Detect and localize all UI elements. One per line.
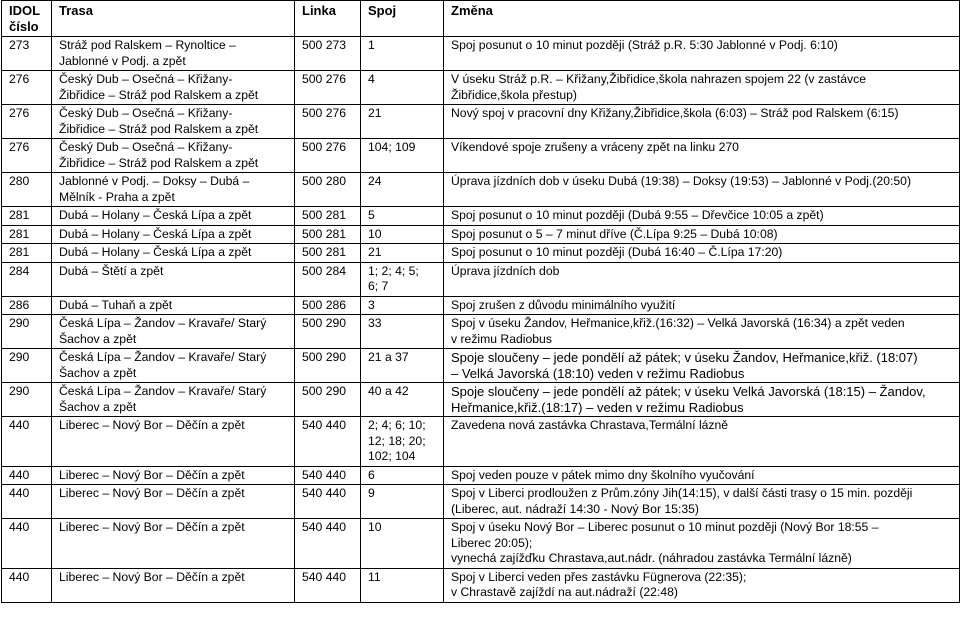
spoj-text: 4 [368, 72, 375, 86]
idol-text: 273 [9, 38, 30, 52]
cell-trasa [52, 315, 295, 349]
linka-text: 500 281 [302, 208, 347, 222]
cell-trasa [52, 71, 295, 105]
idol-text: 440 [9, 486, 30, 500]
linka-text: 500 290 [302, 316, 347, 330]
trasa-text: Česká Lípa – Žandov – Kravaře/ Starý Šachov a zpět [59, 384, 267, 414]
cell-spoj [361, 519, 444, 569]
cell-trasa [52, 244, 295, 263]
linka-text: 500 290 [302, 350, 347, 364]
trasa-text: Český Dub – Osečná – Křižany- Žibřidice – Stráž pod Ralskem a zpět [59, 72, 259, 102]
cell-zmena [444, 383, 960, 417]
trasa-text: Dubá – Štětí a zpět [59, 263, 164, 278]
spoj-text: 1 [368, 38, 375, 52]
cell-linka [295, 139, 361, 173]
spoj-text: 40 a 42 [368, 384, 409, 398]
cell-linka [295, 568, 361, 602]
cell-spoj [361, 315, 444, 349]
linka-text: 500 284 [302, 263, 347, 278]
cell-trasa [52, 173, 295, 207]
cell-spoj [361, 466, 444, 485]
trasa-text: Liberec – Nový Bor – Děčín a zpět [59, 418, 245, 432]
cell-zmena [444, 105, 960, 139]
table-row [2, 173, 960, 207]
cell-trasa [52, 383, 295, 417]
cell-spoj [361, 417, 444, 467]
cell-spoj [361, 568, 444, 602]
cell-trasa [52, 296, 295, 315]
table-row [2, 139, 960, 173]
cell-trasa [52, 568, 295, 602]
cell-trasa [52, 105, 295, 139]
idol-text: 290 [9, 350, 30, 364]
linka-text: 500 273 [302, 38, 347, 52]
spoj-text: 21 [368, 245, 382, 259]
trasa-text: Dubá – Holany – Česká Lípa a zpět [59, 208, 252, 222]
changes-table [1, 0, 960, 603]
trasa-text: Česká Lípa – Žandov – Kravaře/ Starý Šachov a zpět [59, 350, 267, 380]
table-row [2, 485, 960, 519]
spoj-text: 5 [368, 208, 375, 222]
cell-zmena [444, 173, 960, 207]
idol-text: 280 [9, 174, 30, 188]
table-row [2, 296, 960, 315]
cell-spoj [361, 225, 444, 244]
spoj-text: 24 [368, 174, 382, 188]
cell-spoj [361, 139, 444, 173]
cell-trasa [52, 37, 295, 71]
cell-trasa [52, 417, 295, 467]
cell-spoj [361, 71, 444, 105]
linka-text: 500 281 [302, 226, 347, 241]
cell-zmena [444, 485, 960, 519]
cell-linka [295, 105, 361, 139]
cell-spoj [361, 296, 444, 315]
col-header-linka: Linka [295, 1, 361, 37]
spoj-text: 33 [368, 316, 382, 330]
linka-text: 540 440 [302, 467, 347, 482]
trasa-text: Dubá – Holany – Česká Lípa a zpět [59, 245, 252, 259]
trasa-text: Dubá – Tuhaň a zpět [59, 297, 173, 312]
cell-zmena [444, 262, 960, 296]
zmena-text: Úprava jízdních dob [451, 263, 560, 278]
spoj-text: 1; 2; 4; 5; 6; 7 [368, 263, 419, 293]
trasa-text: Liberec – Nový Bor – Děčín a zpět [59, 520, 245, 534]
zmena-text: Nový spoj v pracovní dny Křižany,Žibřidice,škola (6:03) – Stráž pod Ralskem (6:15) [451, 106, 899, 120]
trasa-text: Dubá – Holany – Česká Lípa a zpět [59, 226, 252, 241]
table-row [2, 568, 960, 602]
spoj-text: 10 [368, 226, 382, 241]
cell-spoj [361, 244, 444, 263]
spoj-text: 6 [368, 467, 375, 482]
header-row [2, 1, 960, 37]
zmena-text: Víkendové spoje zrušeny a vráceny zpět na linku 270 [451, 140, 739, 154]
col-header-trasa: Trasa [52, 1, 295, 37]
cell-spoj [361, 105, 444, 139]
zmena-text: Spoj v Liberci veden přes zastávku Fügnerova (22:35); v Chrastavě zajíždí na aut.nádraží (22:48) [451, 569, 747, 599]
linka-text: 540 440 [302, 418, 347, 432]
cell-idol [2, 296, 52, 315]
cell-trasa [52, 262, 295, 296]
col-header-zmena: Změna [444, 1, 960, 37]
cell-trasa [52, 466, 295, 485]
cell-zmena [444, 466, 960, 485]
cell-idol [2, 37, 52, 71]
idol-text: 440 [9, 418, 30, 432]
linka-text: 500 286 [302, 297, 347, 312]
cell-idol [2, 383, 52, 417]
spoj-text: 3 [368, 297, 375, 312]
cell-trasa [52, 485, 295, 519]
trasa-text: Jablonné v Podj. – Doksy – Dubá – Mělník - Praha a zpět [59, 174, 250, 204]
cell-idol [2, 519, 52, 569]
idol-text: 281 [9, 245, 30, 259]
cell-linka [295, 37, 361, 71]
zmena-text: Spoje sloučeny – jede pondělí až pátek; v úseku Velká Javorská (18:15) – Žandov, Heřmanice,křiž.(18:17) – veden v režimu Radiobus [451, 384, 926, 415]
linka-text: 500 276 [302, 140, 347, 154]
cell-trasa [52, 207, 295, 226]
trasa-text: Česká Lípa – Žandov – Kravaře/ Starý Šachov a zpět [59, 316, 267, 346]
table-row [2, 466, 960, 485]
idol-text: 440 [9, 569, 30, 584]
idol-text: 284 [9, 263, 30, 278]
cell-idol [2, 485, 52, 519]
cell-idol [2, 315, 52, 349]
linka-text: 540 440 [302, 486, 347, 500]
cell-idol [2, 244, 52, 263]
cell-spoj [361, 485, 444, 519]
linka-text: 500 281 [302, 245, 347, 259]
idol-text: 281 [9, 226, 30, 241]
linka-text: 500 290 [302, 384, 347, 398]
cell-linka [295, 244, 361, 263]
cell-zmena [444, 315, 960, 349]
idol-text: 290 [9, 316, 30, 330]
col-header-idol: IDOL číslo [2, 1, 52, 37]
cell-idol [2, 417, 52, 467]
zmena-text: Spoj v úseku Nový Bor – Liberec posunut o 10 minut později (Nový Bor 18:55 – Liberec 20:05); vynechá zajížďku Chrastava,aut.nádr. (náhradou zastávka Termální lázně) [451, 520, 879, 565]
table-row [2, 383, 960, 417]
spoj-text: 21 [368, 106, 382, 120]
cell-linka [295, 262, 361, 296]
cell-idol [2, 71, 52, 105]
trasa-text: Liberec – Nový Bor – Děčín a zpět [59, 569, 245, 584]
zmena-text: Spoj posunut o 10 minut později (Stráž p.R. 5:30 Jablonné v Podj. 6:10) [451, 38, 838, 52]
cell-trasa [52, 349, 295, 383]
trasa-text: Liberec – Nový Bor – Děčín a zpět [59, 486, 245, 500]
cell-spoj [361, 349, 444, 383]
idol-text: 286 [9, 297, 30, 312]
cell-trasa [52, 519, 295, 569]
cell-linka [295, 71, 361, 105]
cell-linka [295, 466, 361, 485]
cell-zmena [444, 225, 960, 244]
linka-text: 540 440 [302, 520, 347, 534]
zmena-text: Spoj posunut o 10 minut později (Dubá 9:55 – Dřevčice 10:05 a zpět) [451, 208, 824, 222]
linka-text: 500 280 [302, 174, 347, 188]
table-row [2, 71, 960, 105]
idol-text: 440 [9, 467, 30, 482]
trasa-text: Stráž pod Ralskem – Rynoltice – Jablonné v Podj. a zpět [59, 38, 236, 68]
zmena-text: Spoj v Liberci prodloužen z Prům.zóny Jih(14:15), v další části trasy o 15 min. později (Liberec, aut. nádraží 14:30 - Nový Bor 15:35) [451, 486, 913, 516]
trasa-text: Český Dub – Osečná – Křižany- Žibřidice – Stráž pod Ralskem a zpět [59, 106, 259, 136]
idol-text: 276 [9, 106, 30, 120]
cell-idol [2, 173, 52, 207]
table-row [2, 519, 960, 569]
zmena-text: Úprava jízdních dob v úseku Dubá (19:38) – Doksy (19:53) – Jablonné v Podj.(20:50) [451, 174, 912, 188]
table-row [2, 244, 960, 263]
cell-zmena [444, 37, 960, 71]
cell-zmena [444, 244, 960, 263]
cell-idol [2, 262, 52, 296]
idol-text: 276 [9, 72, 30, 86]
cell-idol [2, 466, 52, 485]
spoj-text: 104; 109 [368, 140, 416, 154]
table-row [2, 105, 960, 139]
linka-text: 500 276 [302, 106, 347, 120]
cell-linka [295, 207, 361, 226]
trasa-text: Český Dub – Osečná – Křižany- Žibřidice – Stráž pod Ralskem a zpět [59, 140, 259, 170]
cell-idol [2, 225, 52, 244]
cell-zmena [444, 71, 960, 105]
cell-linka [295, 417, 361, 467]
cell-idol [2, 105, 52, 139]
cell-zmena [444, 207, 960, 226]
spoj-text: 10 [368, 520, 382, 534]
idol-text: 290 [9, 384, 30, 398]
cell-idol [2, 207, 52, 226]
cell-spoj [361, 207, 444, 226]
zmena-text: Spoje sloučeny – jede pondělí až pátek; v úseku Žandov, Heřmanice,křiž. (18:07) – Velká Javorská (18:10) veden v režimu Radiobus [451, 350, 918, 381]
table-row [2, 207, 960, 226]
idol-text: 440 [9, 520, 30, 534]
cell-linka [295, 296, 361, 315]
spoj-text: 11 [368, 569, 381, 584]
table-row [2, 349, 960, 383]
cell-zmena [444, 519, 960, 569]
cell-spoj [361, 173, 444, 207]
cell-idol [2, 139, 52, 173]
cell-zmena [444, 568, 960, 602]
table-row [2, 37, 960, 71]
cell-linka [295, 519, 361, 569]
idol-text: 276 [9, 140, 30, 154]
zmena-text: Spoj v úseku Žandov, Heřmanice,křiž.(16:32) – Velká Javorská (16:34) a zpět veden v režimu Radiobus [451, 316, 905, 346]
cell-linka [295, 173, 361, 207]
zmena-text: Zavedena nová zastávka Chrastava,Termální lázně [451, 418, 729, 432]
linka-text: 540 440 [302, 569, 347, 584]
cell-linka [295, 383, 361, 417]
spoj-text: 2; 4; 6; 10; 12; 18; 20; 102; 104 [368, 418, 426, 463]
cell-zmena [444, 349, 960, 383]
cell-linka [295, 485, 361, 519]
cell-spoj [361, 37, 444, 71]
cell-idol [2, 349, 52, 383]
table-row [2, 417, 960, 467]
cell-trasa [52, 139, 295, 173]
zmena-text: Spoj posunut o 10 minut později (Dubá 16:40 – Č.Lípa 17:20) [451, 245, 783, 259]
zmena-text: Spoj veden pouze v pátek mimo dny školního vyučování [451, 467, 755, 482]
spoj-text: 9 [368, 486, 375, 500]
cell-linka [295, 225, 361, 244]
cell-zmena [444, 417, 960, 467]
zmena-text: Spoj zrušen z důvodu minimálního využití [451, 297, 676, 312]
cell-zmena [444, 139, 960, 173]
cell-linka [295, 349, 361, 383]
cell-trasa [52, 225, 295, 244]
table-row [2, 225, 960, 244]
table-row [2, 262, 960, 296]
zmena-text: Spoj posunut o 5 – 7 minut dříve (Č.Lípa 9:25 – Dubá 10:08) [451, 226, 778, 241]
cell-idol [2, 568, 52, 602]
cell-linka [295, 315, 361, 349]
spoj-text: 21 a 37 [368, 350, 409, 364]
zmena-text: V úseku Stráž p.R. – Křižany,Žibřidice,škola nahrazen spojem 22 (v zastávce Žibřidice,škola přestup) [451, 72, 867, 102]
cell-spoj [361, 383, 444, 417]
table-row [2, 315, 960, 349]
cell-spoj [361, 262, 444, 296]
cell-zmena [444, 296, 960, 315]
linka-text: 500 276 [302, 72, 347, 86]
col-header-spoj: Spoj [361, 1, 444, 37]
trasa-text: Liberec – Nový Bor – Děčín a zpět [59, 467, 245, 482]
idol-text: 281 [9, 208, 30, 222]
